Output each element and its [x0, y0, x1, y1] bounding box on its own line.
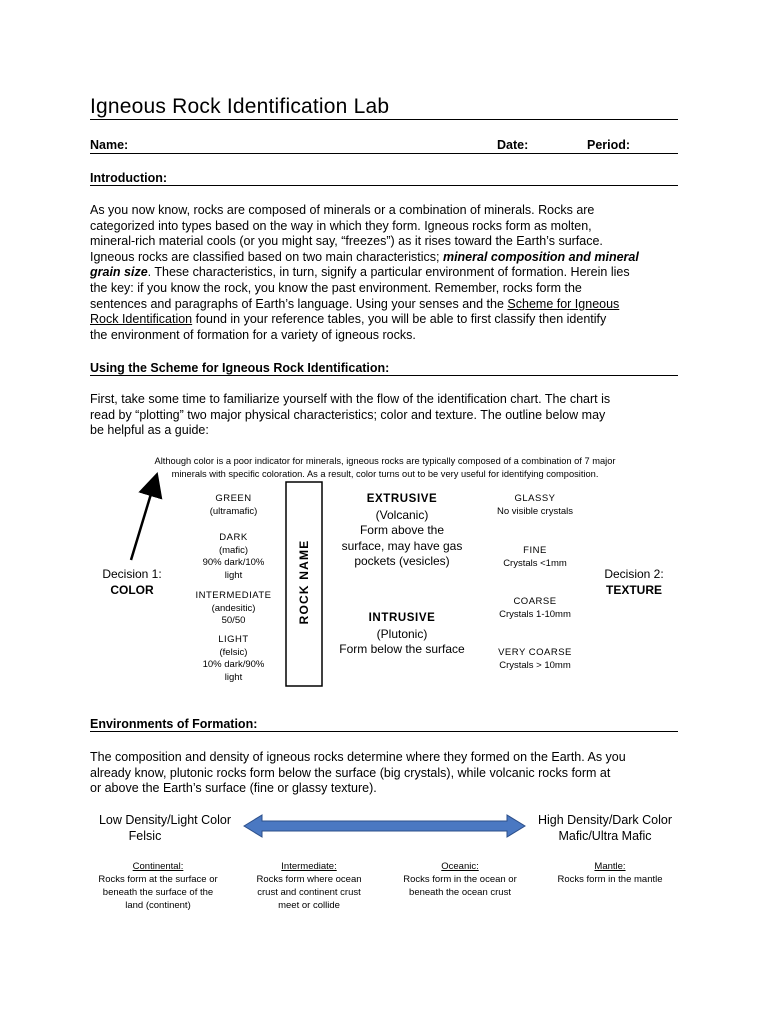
env-mantle	[535, 860, 685, 886]
texture-desc: Crystals > 10mm	[499, 659, 571, 671]
environments-line: The composition and density of igneous rocks determine where they formed on the Earth. As you	[90, 750, 626, 764]
color-desc: 90% dark/10%	[202, 557, 265, 568]
intrusive-title: INTRUSIVE	[368, 612, 436, 624]
extrusive-line: (Volcanic)	[375, 507, 429, 522]
color-name: INTERMEDIATE	[195, 590, 272, 601]
intro-line: As you now know, rocks are composed of minerals or a combination of minerals. Rocks are	[90, 203, 595, 217]
color-desc: (felsic)	[219, 646, 248, 658]
environments-line: or above the Earth’s surface (fine or glassy texture).	[90, 781, 377, 796]
env-continental	[83, 860, 233, 912]
env-title: Oceanic:	[441, 861, 479, 872]
color-note-line: minerals with specific coloration. As a result, color turns out to be very useful for identifying composition.	[171, 468, 599, 479]
env-title: Mantle:	[594, 861, 626, 872]
introduction-heading: Introduction:	[90, 171, 168, 185]
decision-2-value: TEXTURE	[605, 582, 662, 597]
extrusive-line: pockets (vesicles)	[354, 554, 450, 568]
color-note-line: Although color is a poor indicator for minerals, igneous rocks are typically composed of a combination of 7 major	[154, 456, 616, 466]
rock-name-label: ROCK NAME	[297, 539, 311, 625]
intro-text: sentences and paragraphs of Earth’s language. Using your senses and the	[90, 296, 508, 311]
texture-name: COARSE	[513, 596, 557, 607]
env-line: crust and continent crust	[257, 887, 361, 898]
env-line: Rocks form at the surface or	[98, 874, 218, 885]
decision-1-label: Decision 1:	[102, 567, 162, 581]
scheme-line: First, take some time to familiarize yourself with the flow of the identification chart. The chart is	[90, 392, 611, 406]
env-intermediate	[234, 860, 384, 912]
scheme-line: be helpful as a guide:	[90, 423, 209, 438]
scheme-heading: Using the Scheme for Igneous Rock Identification:	[90, 361, 390, 375]
extrusive-line: Form above the	[359, 523, 445, 537]
env-title: Continental:	[132, 861, 184, 872]
texture-desc: No visible crystals	[496, 505, 574, 517]
color-desc: (mafic)	[218, 544, 249, 556]
felsic-label: Felsic	[128, 829, 162, 843]
intro-line: categorized into types based on the way in which they form. Igneous rocks form as molten,	[90, 218, 592, 233]
scheme-reference-link: Rock Identification	[90, 312, 193, 327]
period-label: Period:	[587, 138, 631, 152]
intrusive-line: Form below the surface	[339, 642, 465, 656]
name-label: Name:	[90, 138, 129, 152]
intro-emphasis: grain size	[90, 265, 148, 280]
texture-name: GLASSY	[514, 493, 556, 504]
intro-text: found in your reference tables, you will be able to first classify then identify	[192, 312, 607, 327]
env-title: Intermediate:	[281, 861, 337, 872]
environments-line: already know, plutonic rocks form below the surface (big crystals), while volcanic rocks form at	[90, 765, 611, 780]
env-oceanic	[385, 860, 535, 899]
decision-1-value: COLOR	[110, 582, 154, 597]
intrusive-line: (Plutonic)	[376, 626, 428, 641]
color-name: GREEN	[215, 493, 252, 504]
env-line: Rocks form in the mantle	[557, 874, 663, 885]
color-desc: (ultramafic)	[209, 505, 258, 517]
extrusive-line: surface, may have gas	[341, 538, 463, 553]
intro-line: the environment of formation for a variety of igneous rocks.	[90, 327, 416, 342]
environments-heading: Environments of Formation:	[90, 717, 258, 731]
intro-emphasis: mineral composition and mineral	[442, 249, 639, 264]
low-density-line: Low Density/Light Color	[98, 813, 231, 827]
page-title: Igneous Rock Identification Lab	[90, 95, 390, 118]
env-line: beneath the surface of the	[102, 887, 214, 898]
date-label: Date:	[497, 138, 529, 152]
intro-text: . These characteristics, in turn, signify a particular environment of formation. Herein lies	[147, 265, 630, 280]
high-density-line: High Density/Dark Color	[537, 813, 673, 827]
env-line: beneath the ocean crust	[409, 887, 511, 898]
color-name: DARK	[219, 532, 248, 543]
scheme-line: read by “plotting” two major physical characteristics; color and texture. The outline below may	[90, 407, 606, 422]
decision-2-label: Decision 2:	[604, 567, 664, 581]
env-line: land (continent)	[125, 900, 191, 911]
texture-desc: Crystals <1mm	[503, 557, 567, 569]
intro-text: Igneous rocks are classified based on two main characteristics;	[90, 249, 443, 264]
intro-line: the key: if you know the rock, you know the past environment. Remember, rocks form the	[90, 280, 582, 295]
intro-line: mineral-rich material cools (or you might say, “freezes”) as it rises toward the Earth’s surface.	[90, 234, 603, 249]
color-desc: light	[224, 671, 243, 683]
color-desc: 50/50	[221, 615, 246, 626]
env-line: Rocks form in the ocean or	[403, 874, 517, 885]
texture-name: VERY COARSE	[498, 647, 572, 658]
env-line: meet or collide	[278, 900, 340, 911]
texture-desc: Crystals 1-10mm	[499, 608, 571, 620]
texture-name: FINE	[523, 545, 547, 556]
color-desc: 10% dark/90%	[202, 659, 265, 670]
extrusive-title: EXTRUSIVE	[366, 493, 438, 505]
color-desc: (andesitic)	[211, 602, 256, 614]
mafic-label: Mafic/Ultra Mafic	[558, 829, 652, 843]
color-name: LIGHT	[218, 634, 249, 645]
env-line: Rocks form where ocean	[256, 874, 362, 885]
density-arrow	[244, 815, 525, 837]
color-desc: light	[224, 569, 243, 581]
scheme-reference-link: Scheme for Igneous	[507, 296, 620, 311]
